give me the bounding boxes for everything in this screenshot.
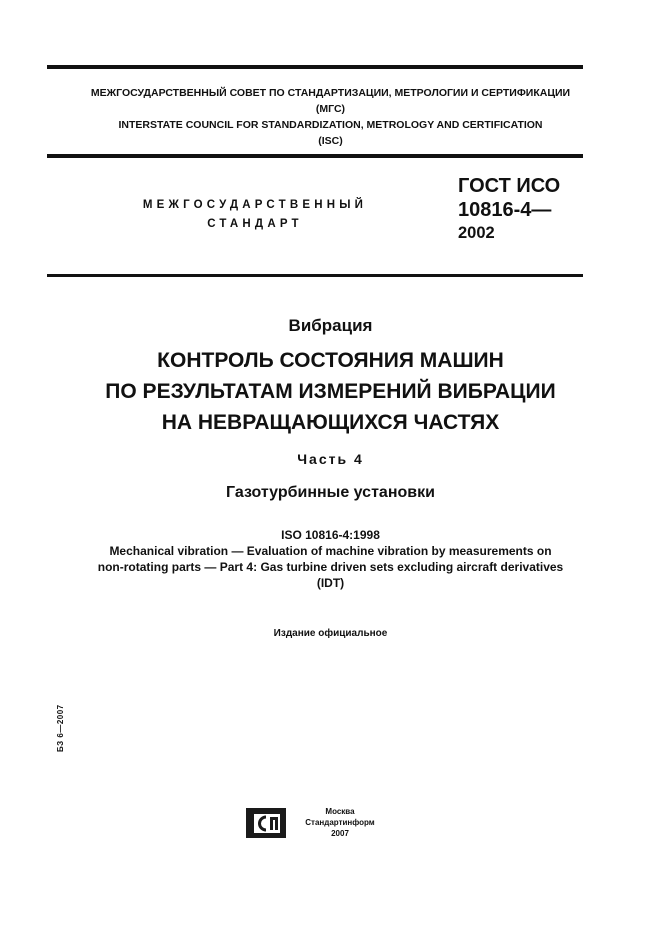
header-rule bbox=[47, 154, 583, 158]
main-title-line3: НА НЕВРАЩАЮЩИХСЯ ЧАСТЯХ bbox=[161, 411, 500, 434]
part-number: Часть 4 bbox=[297, 451, 364, 467]
standartinform-logo-icon bbox=[246, 808, 286, 838]
designation-line2: 10816-4— bbox=[458, 199, 552, 221]
iso-title-line2: non-rotating parts — Part 4: Gas turbine driven sets excluding aircraft derivatives bbox=[97, 560, 564, 574]
standard-type-line1: МЕЖГОСУДАРСТВЕННЫЙ bbox=[142, 199, 368, 211]
publisher-info bbox=[294, 806, 386, 839]
council-en-abbr: (ISC) bbox=[318, 135, 343, 147]
side-note: БЗ 6—2007 bbox=[56, 704, 65, 752]
council-ru: МЕЖГОСУДАРСТВЕННЫЙ СОВЕТ ПО СТАНДАРТИЗАЦИИ, МЕТРОЛОГИИ И СЕРТИФИКАЦИИ bbox=[90, 87, 571, 99]
title-topic: Вибрация bbox=[288, 316, 373, 335]
standard-type-line2: СТАНДАРТ bbox=[207, 218, 303, 230]
iso-reference bbox=[0, 527, 661, 591]
edition-label: Издание официальное bbox=[273, 628, 388, 639]
council-header bbox=[0, 85, 661, 149]
standard-designation bbox=[458, 174, 560, 244]
part-subtitle: Газотурбинные установки bbox=[226, 484, 435, 501]
iso-code: ISO 10816-4:1998 bbox=[281, 528, 380, 542]
publisher-name: Стандартинформ bbox=[305, 818, 375, 827]
designation-line1: ГОСТ ИСО bbox=[458, 175, 561, 197]
iso-title-line3: (IDT) bbox=[316, 576, 345, 590]
publisher-year: 2007 bbox=[331, 829, 349, 838]
top-rule bbox=[47, 65, 583, 69]
council-en: INTERSTATE COUNCIL FOR STANDARDIZATION, METROLOGY AND CERTIFICATION bbox=[118, 119, 543, 131]
standard-type bbox=[120, 196, 390, 234]
publisher-city: Москва bbox=[325, 807, 355, 816]
iso-title-line1: Mechanical vibration — Evaluation of machine vibration by measurements on bbox=[109, 544, 552, 558]
main-title bbox=[0, 345, 661, 438]
designation-year: 2002 bbox=[458, 224, 495, 242]
main-title-line1: КОНТРОЛЬ СОСТОЯНИЯ МАШИН bbox=[157, 349, 504, 372]
title-rule bbox=[47, 274, 583, 277]
main-title-line2: ПО РЕЗУЛЬТАТАМ ИЗМЕРЕНИЙ ВИБРАЦИИ bbox=[105, 380, 556, 403]
council-ru-abbr: (МГС) bbox=[315, 103, 346, 115]
